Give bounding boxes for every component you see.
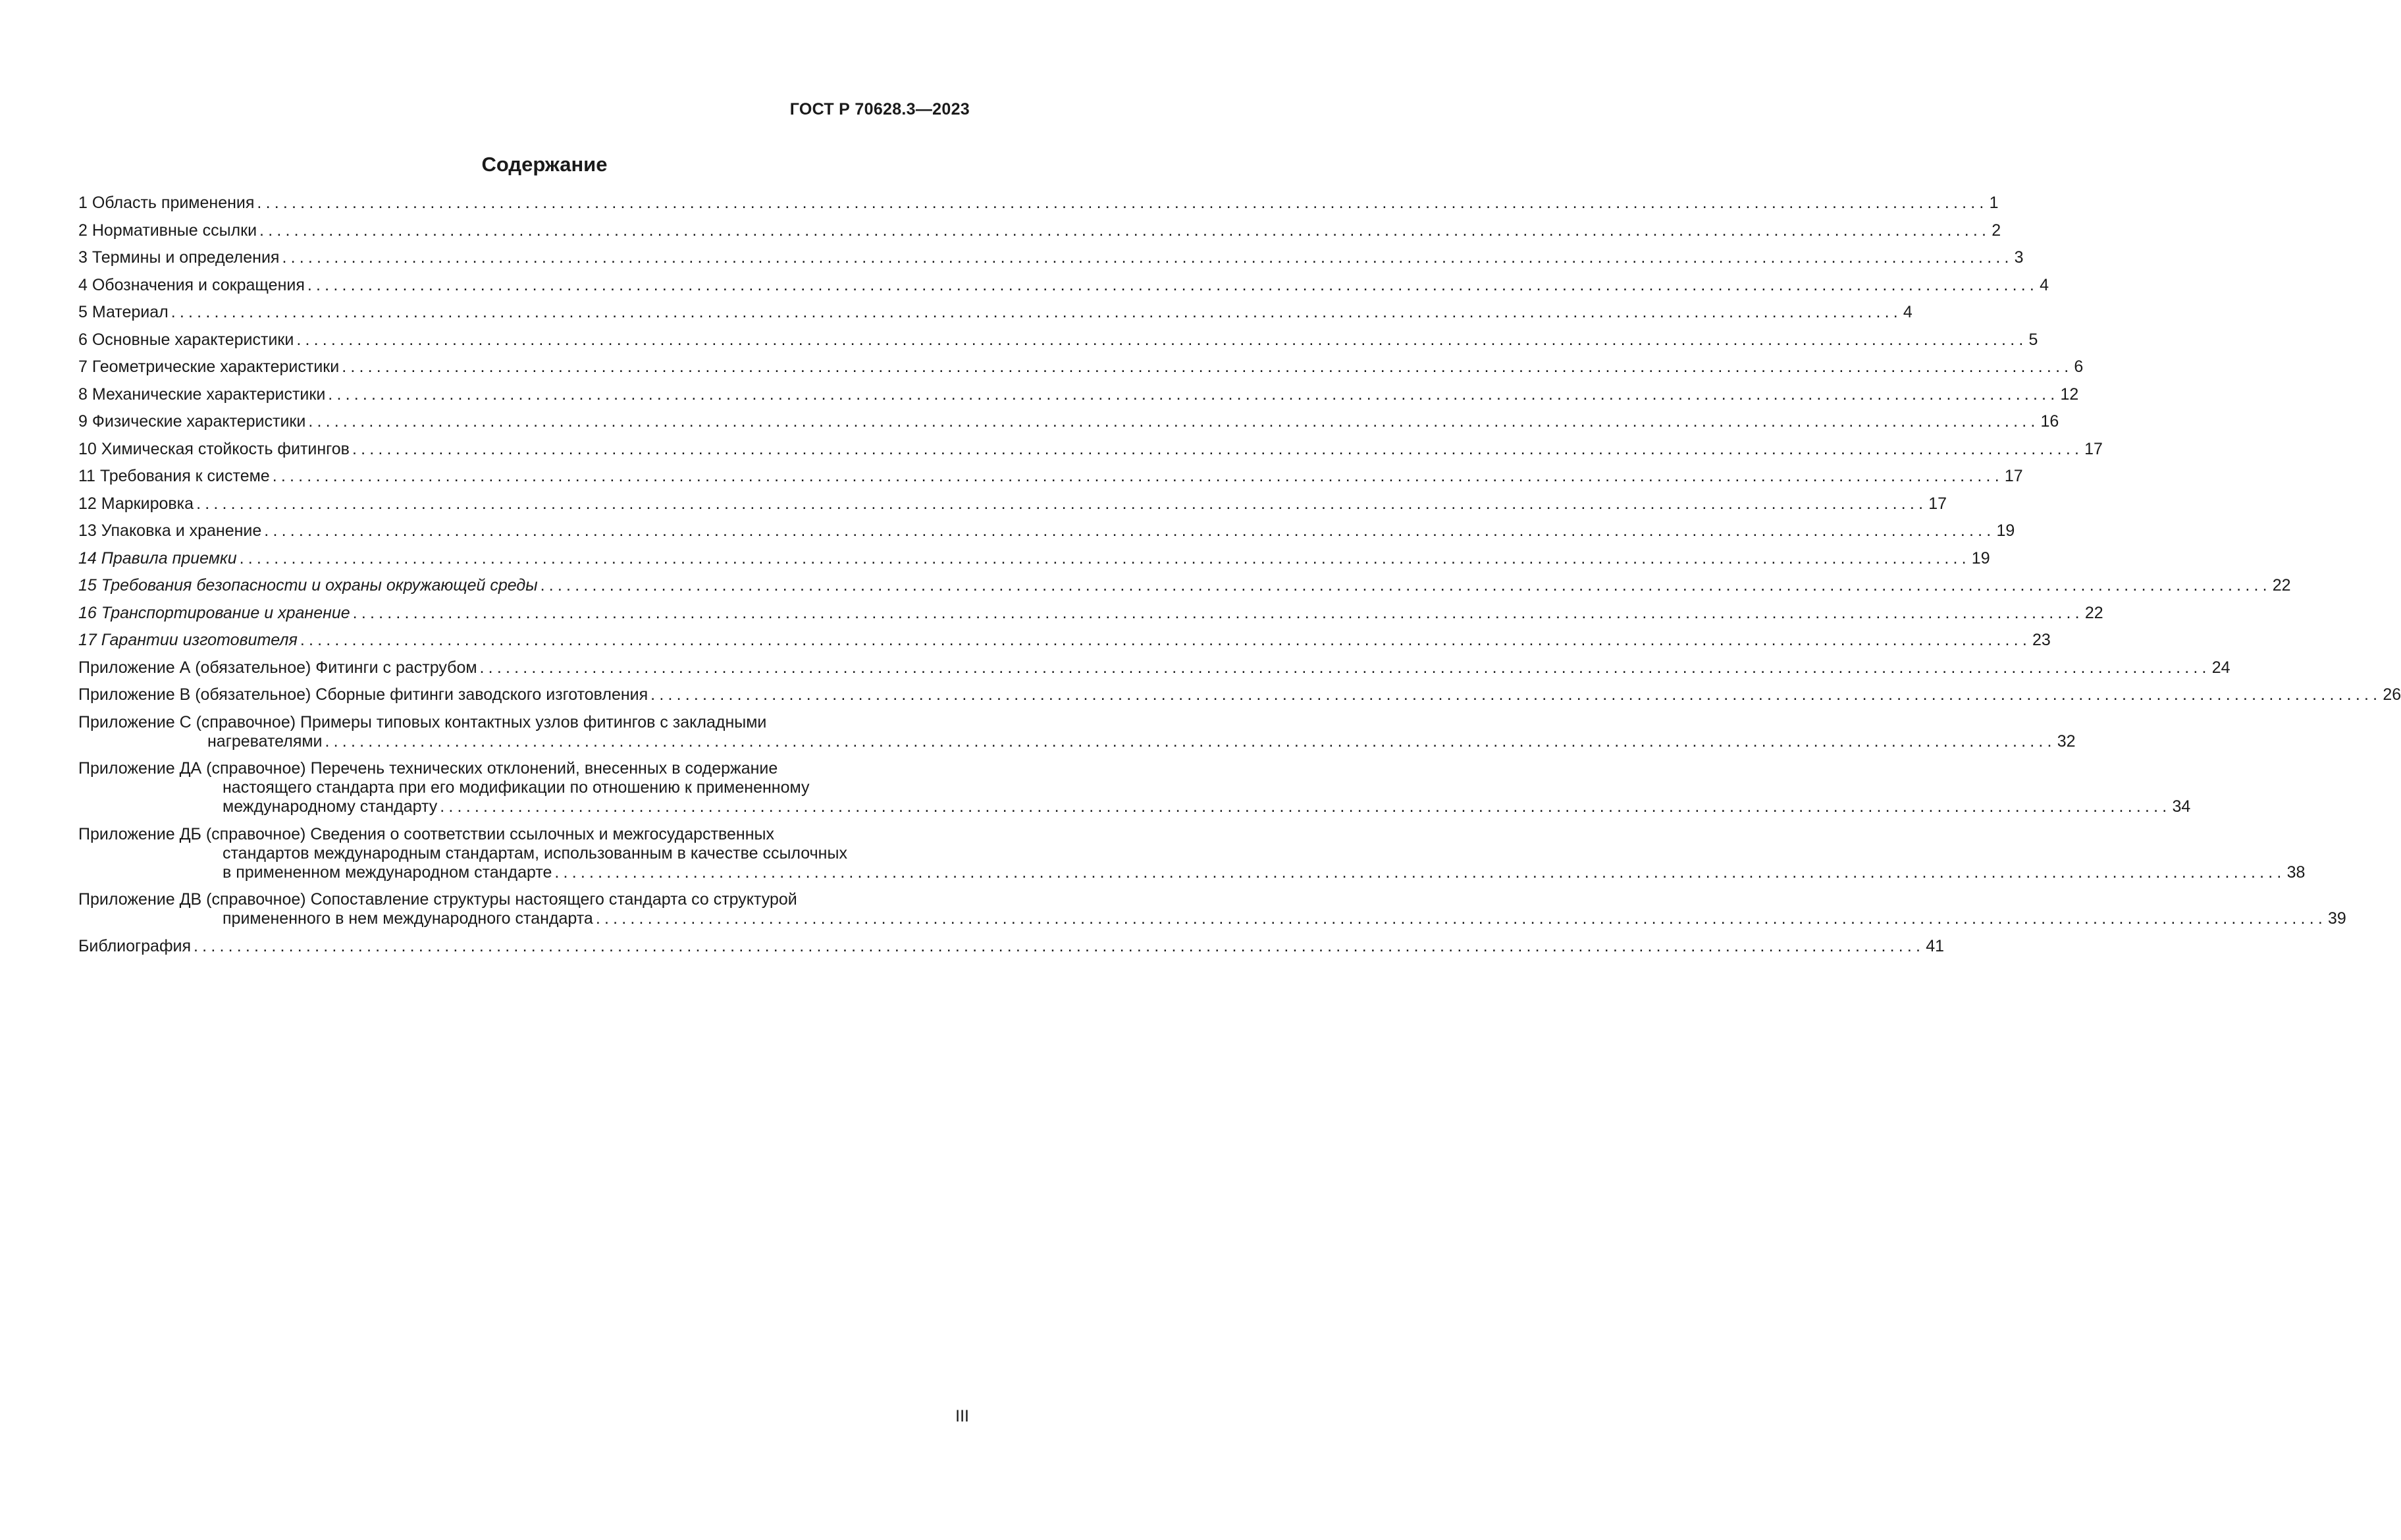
toc-entry-text: 17 Гарантии изготовителя <box>78 631 298 649</box>
toc-entry[interactable] <box>78 658 2230 677</box>
toc-title: Содержание <box>481 153 608 176</box>
toc-leader-dots: ........................................................................................................................................................................................................ <box>650 685 2382 704</box>
toc-entry[interactable] <box>78 548 1990 568</box>
toc-entry[interactable] <box>78 385 2079 404</box>
toc-leader-dots: ........................................................................................................................................................................................................ <box>540 576 2271 595</box>
toc-entry-text: 12 Маркировка <box>78 494 194 513</box>
toc-entry-page: 41 <box>1926 936 1945 955</box>
toc-entry[interactable] <box>78 631 2051 650</box>
toc-leader-dots: ........................................................................................................................................................................................................ <box>272 467 2003 485</box>
toc-entry-text: 11 Требования к системе <box>78 467 270 485</box>
toc-entry-text: 8 Механические характеристики <box>78 385 326 404</box>
toc-leader-dots: ........................................................................................................................................................................................................ <box>239 548 1970 568</box>
toc-leader-dots: ........................................................................................................................................................................................................ <box>259 221 1991 240</box>
toc-leader-dots: ........................................................................................................................................................................................................ <box>308 412 2040 431</box>
toc-entry-text: Приложение ДА (справочное) Перечень технических отклонений, внесенных в содержание <box>78 759 778 778</box>
toc-entry-text: Приложение ДБ (справочное) Сведения о соответствии ссылочных и межгосударственных <box>78 824 774 843</box>
toc-entry-page: 6 <box>2074 358 2084 376</box>
toc-entry-text: Приложение ДВ (справочное) Сопоставление структуры настоящего стандарта со структурой <box>78 890 797 909</box>
toc-entry-bibliography[interactable] <box>78 936 1945 956</box>
toc-entry-page: 5 <box>2028 330 2038 349</box>
toc-leader-dots: ........................................................................................................................................................................................................ <box>296 330 2028 349</box>
toc-leader-dots: ........................................................................................................................................................................................................ <box>440 797 2171 816</box>
toc-entry-text: Приложение А (обязательное) Фитинги с раструбом <box>78 658 477 677</box>
toc-entry-text: 13 Упаковка и хранение <box>78 521 262 540</box>
toc-entry-page: 19 <box>1996 521 2015 540</box>
toc-leader-dots: ........................................................................................................................................................................................................ <box>328 385 2059 404</box>
toc-entry-page: 22 <box>2084 603 2103 622</box>
toc-entry-text: Приложение С (справочное) Примеры типовых контактных узлов фитингов с закладными <box>78 712 767 731</box>
toc-entry-page: 26 <box>2383 685 2401 704</box>
toc-entry-text-continued: примененного в нем международного стандарта <box>223 909 593 928</box>
toc-entry-page: 24 <box>2211 658 2230 677</box>
toc-entry-text: 6 Основные характеристики <box>78 330 294 349</box>
toc-leader-dots: ........................................................................................................................................................................................................ <box>307 275 2039 294</box>
toc-entry-page: 32 <box>2057 731 2076 751</box>
toc-entry[interactable] <box>78 412 2059 431</box>
toc-entry-page: 34 <box>2172 797 2191 816</box>
toc-entry[interactable] <box>78 685 2401 704</box>
toc-entry-text: 4 Обозначения и сокращения <box>78 275 305 294</box>
toc-entry[interactable] <box>78 603 2103 623</box>
toc-entry-text: 1 Область применения <box>78 194 255 212</box>
toc-entry-text-continued: нагревателями <box>207 731 323 751</box>
toc-leader-dots: ........................................................................................................................................................................................................ <box>171 303 1902 321</box>
toc-entry-text-continued: международному стандарту <box>223 797 438 816</box>
toc-leader-dots: ........................................................................................................................................................................................................ <box>352 439 2084 458</box>
toc-entry-page: 4 <box>1903 303 1913 321</box>
toc-entry-text-continued: стандартов международным стандартам, использованным в качестве ссылочных <box>223 843 847 863</box>
toc-entry-annex-db[interactable] <box>78 824 2306 882</box>
toc-leader-dots: ........................................................................................................................................................................................................ <box>595 909 2327 928</box>
toc-leader-dots: ........................................................................................................................................................................................................ <box>352 603 2084 622</box>
toc-entry-annex-c[interactable] <box>78 712 2076 751</box>
toc-entry[interactable] <box>78 303 1913 322</box>
toc-leader-dots: ........................................................................................................................................................................................................ <box>300 631 2031 649</box>
toc-entry-text-continued: настоящего стандарта при его модификации по отношению к примененному <box>223 778 810 797</box>
table-of-contents <box>78 194 2401 964</box>
toc-leader-dots: ........................................................................................................................................................................................................ <box>342 358 2073 376</box>
toc-leader-dots: ........................................................................................................................................................................................................ <box>282 248 2013 267</box>
page-number: III <box>955 1407 969 1425</box>
toc-entry[interactable] <box>78 521 2015 541</box>
toc-entry[interactable] <box>78 494 1947 514</box>
toc-entry[interactable] <box>78 275 2049 295</box>
toc-entry-text: 5 Материал <box>78 303 169 321</box>
toc-leader-dots: ........................................................................................................................................................................................................ <box>479 658 2211 677</box>
toc-entry[interactable] <box>78 576 2291 595</box>
toc-entry[interactable] <box>78 248 2024 267</box>
toc-entry-page: 22 <box>2272 576 2291 595</box>
toc-entry-page: 4 <box>2040 275 2049 294</box>
toc-entry-text: 16 Транспортирование и хранение <box>78 603 350 622</box>
toc-entry-annex-dv[interactable] <box>78 890 2346 928</box>
toc-leader-dots: ........................................................................................................................................................................................................ <box>264 521 1995 540</box>
toc-entry-annex-da[interactable] <box>78 759 2191 816</box>
toc-entry[interactable] <box>78 467 2023 486</box>
document-code: ГОСТ Р 70628.3—2023 <box>789 100 970 119</box>
toc-entry-page: 2 <box>1992 221 2001 240</box>
toc-entry-page: 16 <box>2040 412 2059 431</box>
toc-leader-dots: ........................................................................................................................................................................................................ <box>325 731 2056 751</box>
toc-entry[interactable] <box>78 330 2038 350</box>
toc-entry-page: 23 <box>2032 631 2051 649</box>
toc-entry-text: 9 Физические характеристики <box>78 412 306 431</box>
toc-entry[interactable] <box>78 221 2001 240</box>
toc-entry-text-continued: в примененном международном стандарте <box>223 863 552 882</box>
toc-entry[interactable] <box>78 358 2084 377</box>
toc-entry-text: 7 Геометрические характеристики <box>78 358 340 376</box>
toc-entry-text: 2 Нормативные ссылки <box>78 221 257 240</box>
toc-leader-dots: ........................................................................................................................................................................................................ <box>196 494 1928 513</box>
toc-entry-page: 17 <box>2004 467 2023 485</box>
toc-entry-text: 10 Химическая стойкость фитингов <box>78 439 350 458</box>
toc-entry-page: 38 <box>2286 863 2306 882</box>
toc-entry-text: 3 Термины и определения <box>78 248 280 267</box>
toc-entry-page: 19 <box>1971 548 1990 568</box>
toc-entry-text: Библиография <box>78 936 192 955</box>
toc-entry-text: 14 Правила приемки <box>78 548 237 568</box>
toc-entry-page: 39 <box>2328 909 2346 928</box>
toc-entry-page: 1 <box>1989 194 1999 212</box>
toc-entry-page: 12 <box>2060 385 2079 404</box>
toc-leader-dots: ........................................................................................................................................................................................................ <box>554 863 2286 882</box>
toc-entry[interactable] <box>78 439 2103 459</box>
toc-leader-dots: ........................................................................................................................................................................................................ <box>194 936 1925 955</box>
toc-entry[interactable] <box>78 194 1999 213</box>
toc-entry-page: 17 <box>2084 439 2103 458</box>
toc-leader-dots: ........................................................................................................................................................................................................ <box>257 194 1988 212</box>
toc-entry-text: 15 Требования безопасности и охраны окружающей среды <box>78 576 538 595</box>
toc-entry-text: Приложение В (обязательное) Сборные фитинги заводского изготовления <box>78 685 648 704</box>
toc-entry-page: 17 <box>1928 494 1947 513</box>
toc-entry-page: 3 <box>2014 248 2024 267</box>
